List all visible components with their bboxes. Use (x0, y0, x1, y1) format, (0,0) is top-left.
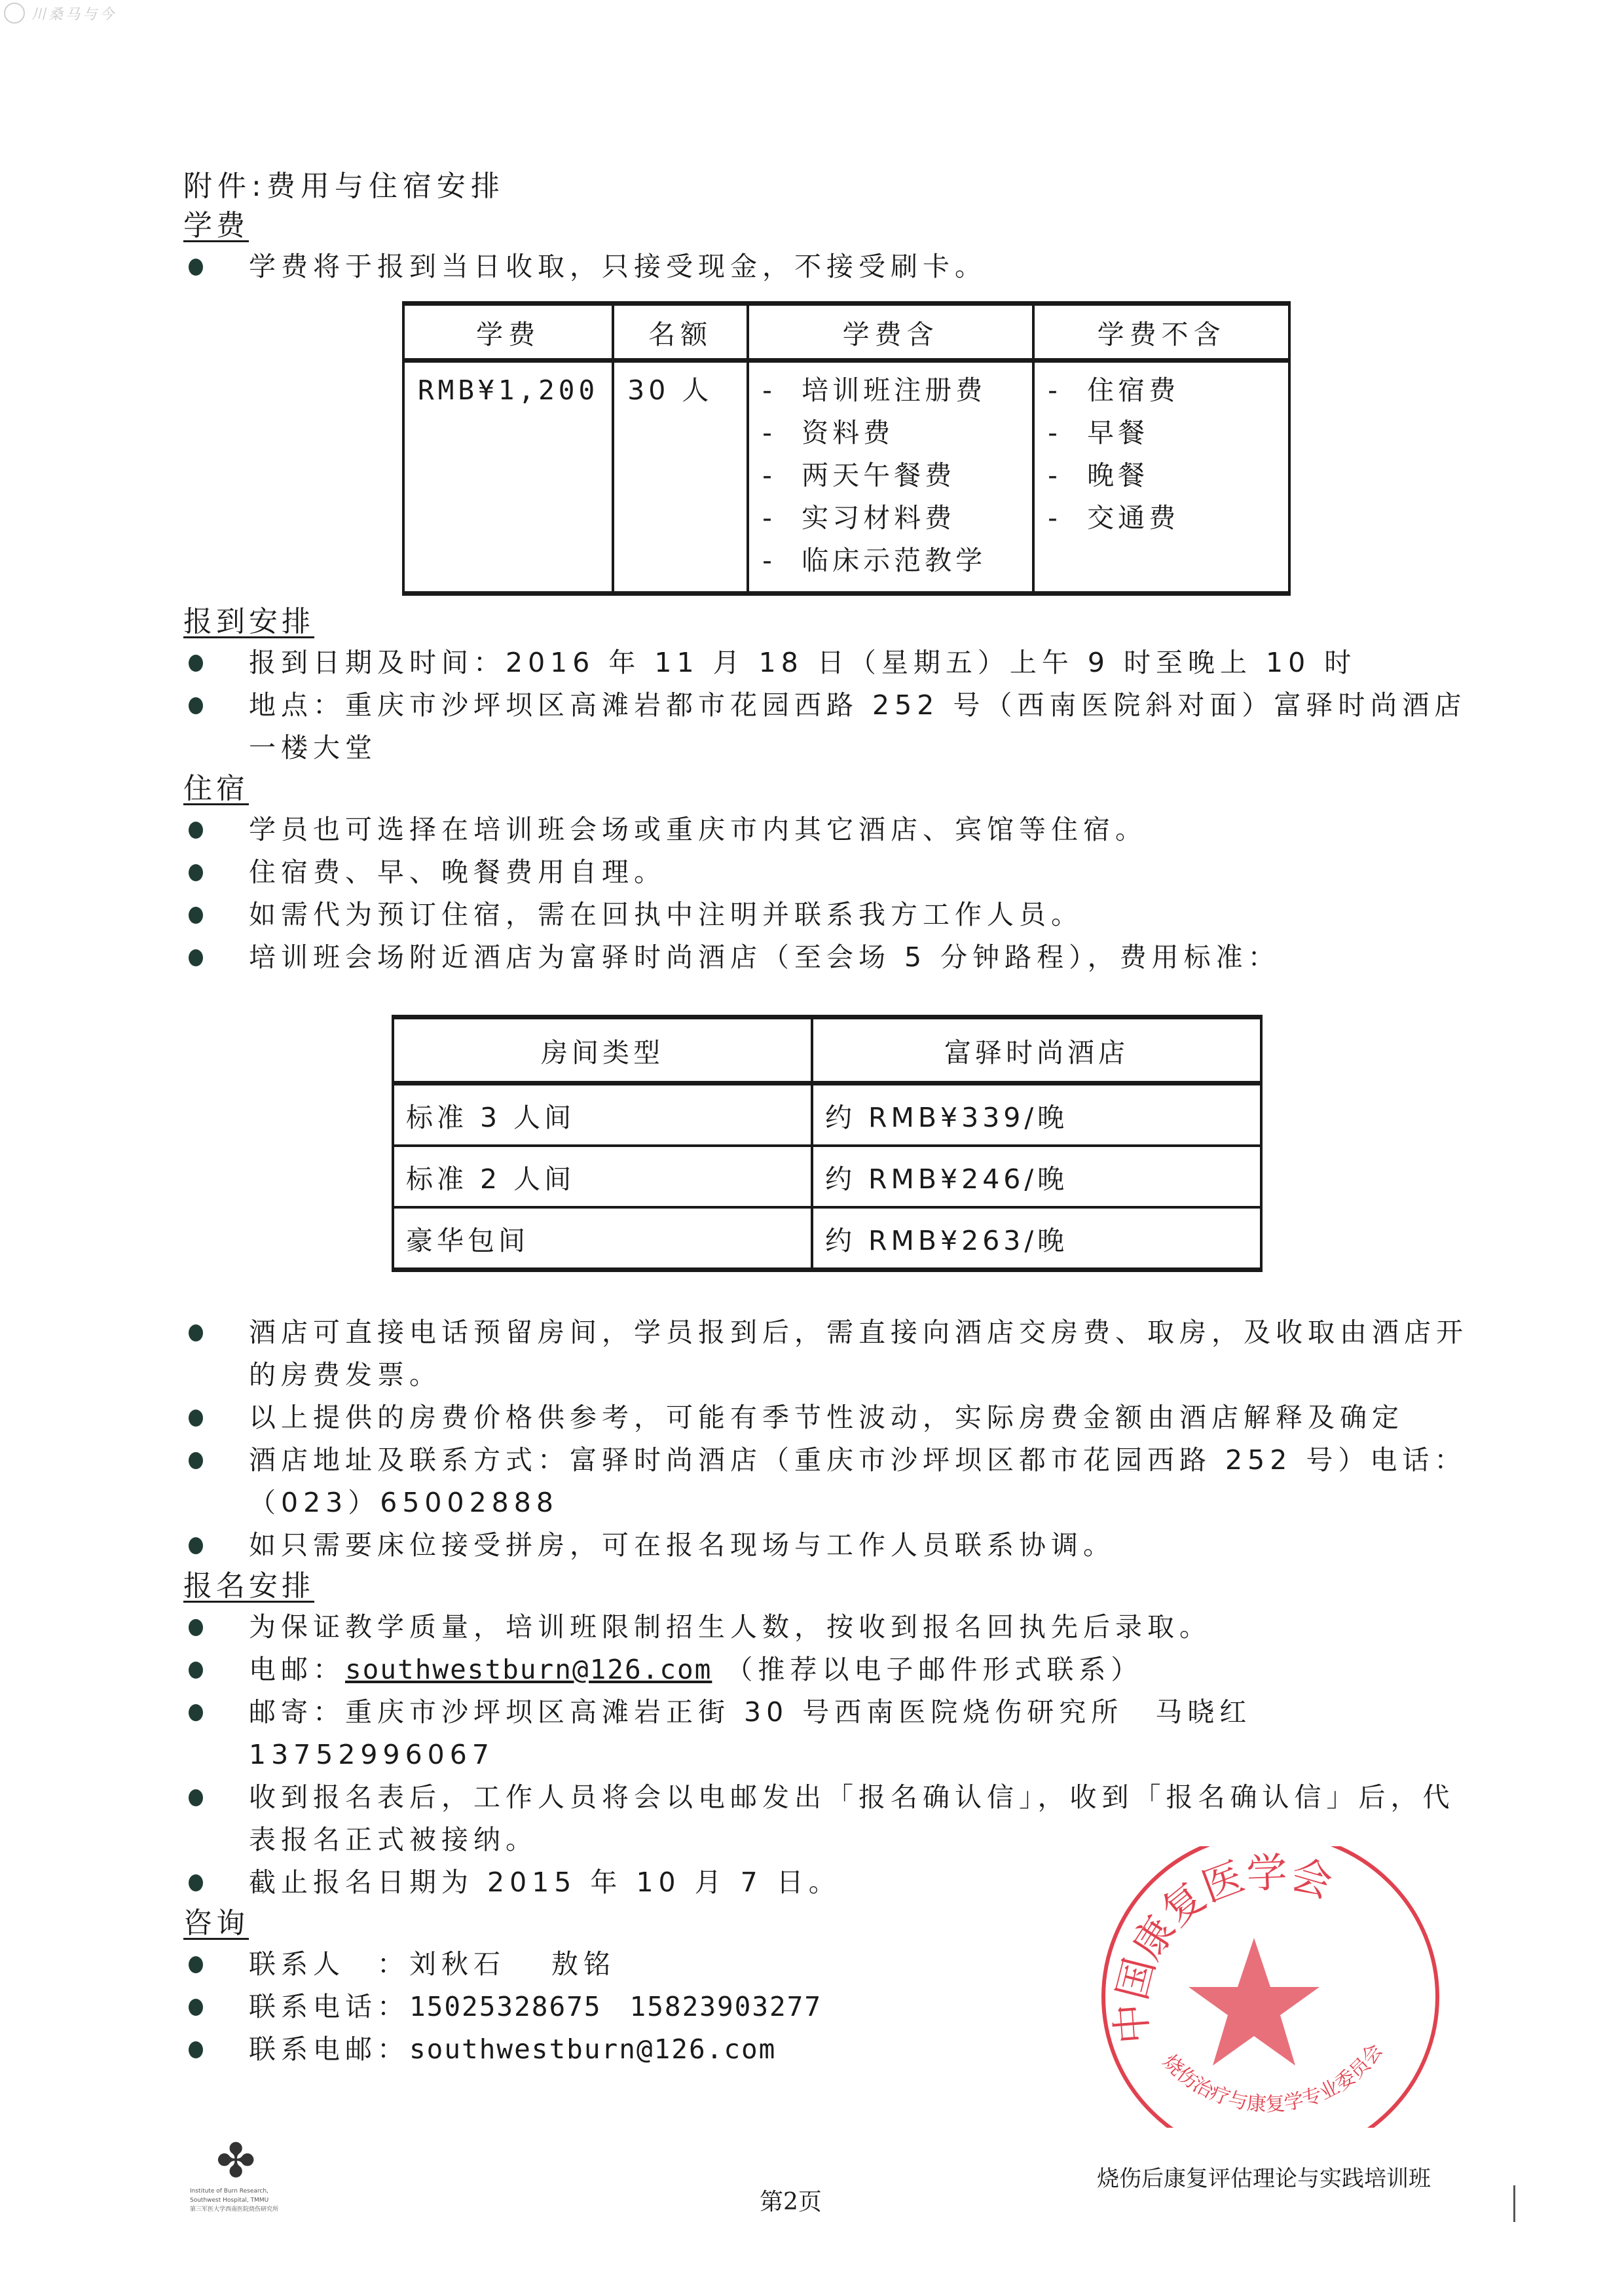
header-fee: 学费 (403, 304, 613, 361)
list-item: 酒店地址及联系方式：富驿时尚酒店（重庆市沙坪坝区都市花园西路 252 号）电话：（023）65002888 (183, 1439, 1480, 1524)
bullet-icon (189, 1999, 203, 2016)
stamp-top-text: 中国康复医学会 (1107, 1848, 1338, 2046)
list-item: 电邮：southwestburn@126.com （推荐以电子邮件形式联系） (183, 1649, 1480, 1691)
hotel-rate-table (392, 1015, 1263, 1272)
header-included: 学费含 (748, 304, 1033, 361)
list-item: 酒店可直接电话预留房间，学员报到后，需直接向酒店交房费、取房，及收取由酒店开的房费发票。 (183, 1311, 1480, 1396)
bullet-icon (189, 1874, 203, 1891)
list-item: 培训班会场附近酒店为富驿时尚酒店（至会场 5 分钟路程），费用标准： (183, 936, 1480, 979)
list-item: 截止报名日期为 2015 年 10 月 7 日。 (183, 1861, 1480, 1904)
header-quota: 名额 (613, 304, 748, 361)
room-type: 标准 3 人间 (393, 1084, 812, 1146)
bullet-icon (189, 697, 203, 714)
contact-phones: 15025328675 15823903277 (409, 1991, 822, 2022)
excluded-item: - 早餐 (1048, 412, 1275, 454)
list-item: 联系电话：15025328675 15823903277 (183, 1986, 1480, 2028)
excluded-item: - 晚餐 (1048, 454, 1275, 497)
included-item: - 资料费 (762, 412, 1019, 454)
burn-institute-logo-icon: ✤ (216, 2133, 256, 2188)
header-hotel-name: 富驿时尚酒店 (812, 1017, 1261, 1084)
included-item: - 实习材料费 (762, 497, 1019, 539)
bullet-icon (189, 2041, 203, 2058)
stamp-bottom-text: 烧伤治疗与康复学专业委员会 (1158, 2039, 1388, 2117)
list-item: 如只需要床位接受拼房，可在报名现场与工作人员联系协调。 (183, 1524, 1480, 1567)
course-title: 烧伤后康复评估理论与实践培训班 (1097, 2166, 1431, 2192)
included-item: - 临床示范教学 (762, 539, 1019, 582)
fee-value: RMB¥1,200 (403, 361, 613, 594)
included-item: - 培训班注册费 (762, 369, 1019, 412)
list-item: 住宿费、早、晚餐费用自理。 (183, 851, 1480, 894)
list-item: 如需代为预订住宿，需在回执中注明并联系我方工作人员。 (183, 894, 1480, 936)
list-item: 地点：重庆市沙坪坝区高滩岩都市花园西路 252 号（西南医院斜对面）富驿时尚酒店一楼大堂 (183, 684, 1480, 769)
email-link[interactable]: southwestburn@126.com (345, 1654, 712, 1685)
contact-names: 刘秋石 敖铭 (409, 1948, 616, 1980)
excluded-cell (1033, 361, 1289, 594)
logo-caption-cn: 第三军医大学西南医院烧伤研究所 (190, 2206, 279, 2213)
bullet-icon (189, 655, 203, 672)
table-row (403, 361, 1289, 594)
included-list (762, 369, 1019, 582)
section-heading-tuition: 学费 (183, 209, 249, 242)
accommodation-notes (183, 1311, 1493, 1567)
tuition-bullets (183, 246, 1493, 288)
bullet-icon (189, 1452, 203, 1469)
page-title: 附件:费用与住宿安排 (183, 170, 505, 203)
header-room-type: 房间类型 (393, 1017, 812, 1084)
tuition-table (402, 301, 1291, 596)
list-item: 以上提供的房费价格供参考，可能有季节性波动，实际房费金额由酒店解释及确定 (183, 1396, 1480, 1439)
room-rate: 约 RMB¥246/晚 (812, 1146, 1261, 1207)
bullet-icon (189, 1619, 203, 1636)
bullet-icon (189, 1956, 203, 1973)
list-item: 联系电邮：southwestburn@126.com (183, 2028, 1480, 2071)
bullet-icon (189, 822, 203, 839)
watermark-text: 川桑马与今 (31, 6, 117, 23)
logo-caption-en: Institute of Burn Research, Southwest Hospital, TMMU (190, 2188, 269, 2204)
section-heading-accommodation: 住宿 (183, 772, 249, 805)
excluded-list (1048, 369, 1275, 539)
table-row (393, 1084, 1261, 1146)
bullet-icon (189, 1324, 203, 1341)
room-type: 标准 2 人间 (393, 1146, 812, 1207)
room-rate: 约 RMB¥339/晚 (812, 1084, 1261, 1146)
section-heading-enrollment: 报名安排 (183, 1569, 314, 1603)
official-seal-stamp (1087, 1846, 1454, 2128)
included-item: - 两天午餐费 (762, 454, 1019, 497)
list-item: 学员也可选择在培训班会场或重庆市内其它酒店、宾馆等住宿。 (183, 809, 1480, 851)
star-icon (1189, 1938, 1320, 2066)
bullet-icon (189, 1704, 203, 1721)
header-watermark (4, 3, 117, 24)
scan-edge-mark (1513, 2185, 1515, 2222)
room-type: 豪华包间 (393, 1207, 812, 1270)
contact-email[interactable]: southwestburn@126.com (409, 2033, 777, 2065)
list-item: 报到日期及时间：2016 年 11 月 18 日（星期五）上午 9 时至晚上 10 时 (183, 642, 1480, 684)
bullet-icon (189, 1537, 203, 1554)
list-item: 为保证教学质量，培训班限制招生人数，按收到报名回执先后录取。 (183, 1606, 1480, 1649)
table-row (393, 1207, 1261, 1270)
header-excluded: 学费不含 (1033, 304, 1289, 361)
bullet-icon (189, 259, 203, 276)
bullet-icon (189, 1410, 203, 1427)
list-item: 学费将于报到当日收取，只接受现金，不接受刷卡。 (183, 246, 1480, 288)
quota-value: 30 人 (613, 361, 748, 594)
list-item: 联系人 ：刘秋石 敖铭 (183, 1943, 1480, 1986)
included-cell (748, 361, 1033, 594)
bullet-icon (189, 949, 203, 966)
section-heading-inquiry: 咨询 (183, 1906, 249, 1940)
institute-logo (190, 2134, 301, 2214)
excluded-item: - 住宿费 (1048, 369, 1275, 412)
list-item: 收到报名表后，工作人员将会以电邮发出「报名确认信」，收到「报名确认信」后，代表报名正式被接纳。 (183, 1776, 1480, 1861)
table-row (393, 1146, 1261, 1207)
registration-bullets (183, 642, 1493, 769)
seal-logo-icon (4, 3, 25, 24)
table-header-row (403, 304, 1289, 361)
list-item: 邮寄：重庆市沙坪坝区高滩岩正街 30 号西南医院烧伤研究所 马晓红 13752996067 (183, 1691, 1480, 1776)
document-body (183, 167, 1493, 2071)
table-header-row (393, 1017, 1261, 1084)
room-rate: 约 RMB¥263/晚 (812, 1207, 1261, 1270)
bullet-icon (189, 907, 203, 924)
bullet-icon (189, 1662, 203, 1679)
accommodation-bullets (183, 809, 1493, 979)
page-number: 第2页 (760, 2189, 822, 2215)
bullet-icon (189, 864, 203, 881)
excluded-item: - 交通费 (1048, 497, 1275, 539)
section-heading-registration: 报到安排 (183, 605, 314, 638)
bullet-icon (189, 1789, 203, 1806)
